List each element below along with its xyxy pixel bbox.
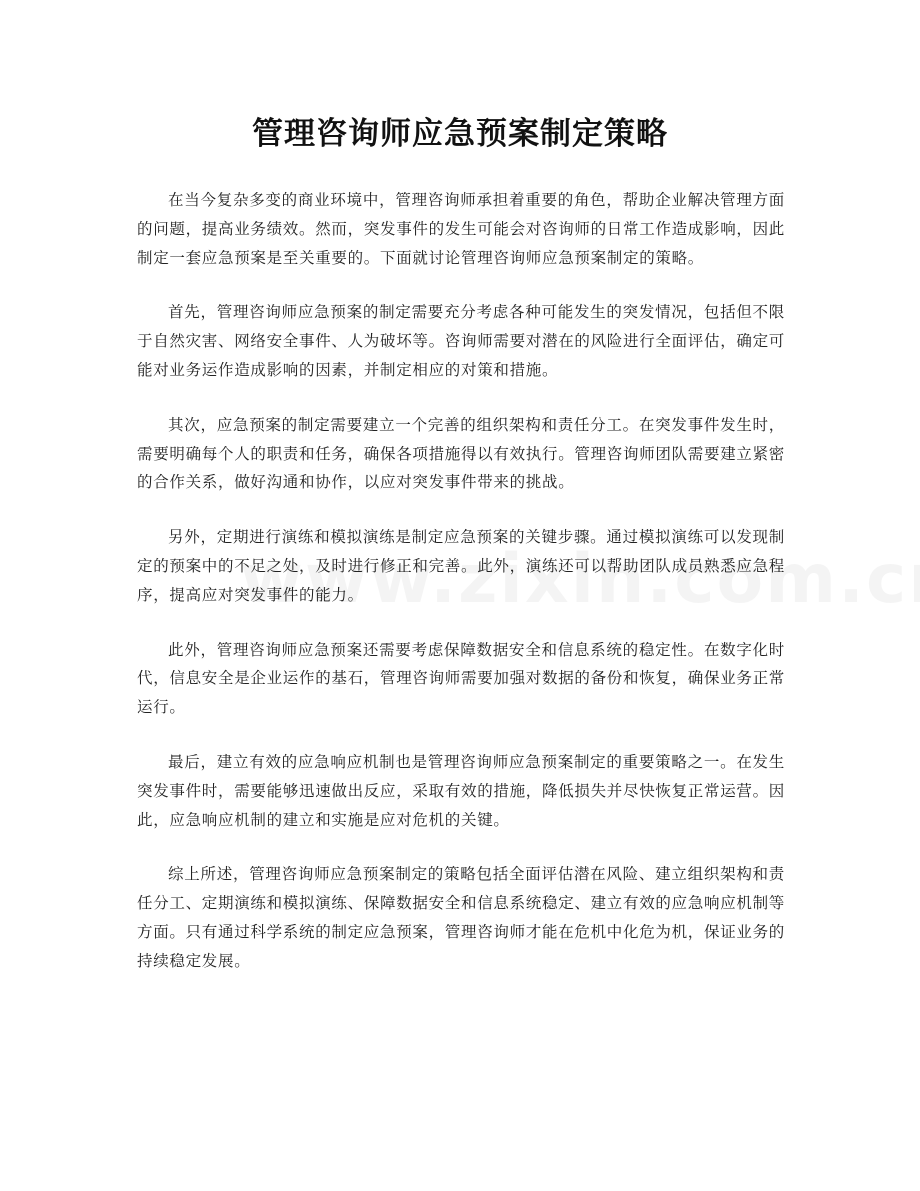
paragraph-first: 首先，管理咨询师应急预案的制定需要充分考虑各种可能发生的突发情况，包括但不限于自然灾害、网络安全事件、人为破坏等。咨询师需要对潜在的风险进行全面评估，确定可能对业务运作造成影响的因素，并制定相应的对策和措施。 xyxy=(137,303,786,379)
document-body xyxy=(137,186,785,1002)
paragraph-response-mechanism: 最后，建立有效的应急响应机制也是管理咨询师应急预案制定的重要策略之一。在发生突发事件时，需要能够迅速做出反应，采取有效的措施，降低损失并尽快恢复正常运营。因此，应急响应机制的建立和实施是应对危机的关键。 xyxy=(137,752,786,829)
paragraph-conclusion: 综上所述，管理咨询师应急预案制定的策略包括全面评估潜在风险、建立组织架构和责任分工、定期演练和模拟演练、保障数据安全和信息系统稳定、建立有效的应急响应机制等方面。只有通过科学系统的制定应急预案，管理咨询师才能在危机中化危为机，保证业务的持续稳定发展。 xyxy=(137,865,786,970)
paragraph-intro: 在当今复杂多变的商业环境中，管理咨询师承担着重要的角色，帮助企业解决管理方面的问题，提高业务绩效。然而，突发事件的发生可能会对咨询师的日常工作造成影响，因此制定一套应急预案是至关重要的。下面就讨论管理咨询师应急预案制定的策略。 xyxy=(137,191,786,267)
paragraph-second: 其次，应急预案的制定需要建立一个完善的组织架构和责任分工。在突发事件发生时，需要明确每个人的职责和任务，确保各项措施得以有效执行。管理咨询师团队需要建立紧密的合作关系，做好沟通和协作，以应对突发事件带来的挑战。 xyxy=(137,415,786,492)
document-title: 管理咨询师应急预案制定策略 xyxy=(252,116,668,152)
paragraph-data-security: 此外，管理咨询师应急预案还需要考虑保障数据安全和信息系统的稳定性。在数字化时代，信息安全是企业运作的基石，管理咨询师需要加强对数据的备份和恢复，确保业务正常运行。 xyxy=(137,640,786,717)
paragraph-drills: 另外，定期进行演练和模拟演练是制定应急预案的关键步骤。通过模拟演练可以发现制定的预案中的不足之处，及时进行修正和完善。此外，演练还可以帮助团队成员熟悉应急程序，提高应对突发事件的能力。 xyxy=(137,528,786,604)
